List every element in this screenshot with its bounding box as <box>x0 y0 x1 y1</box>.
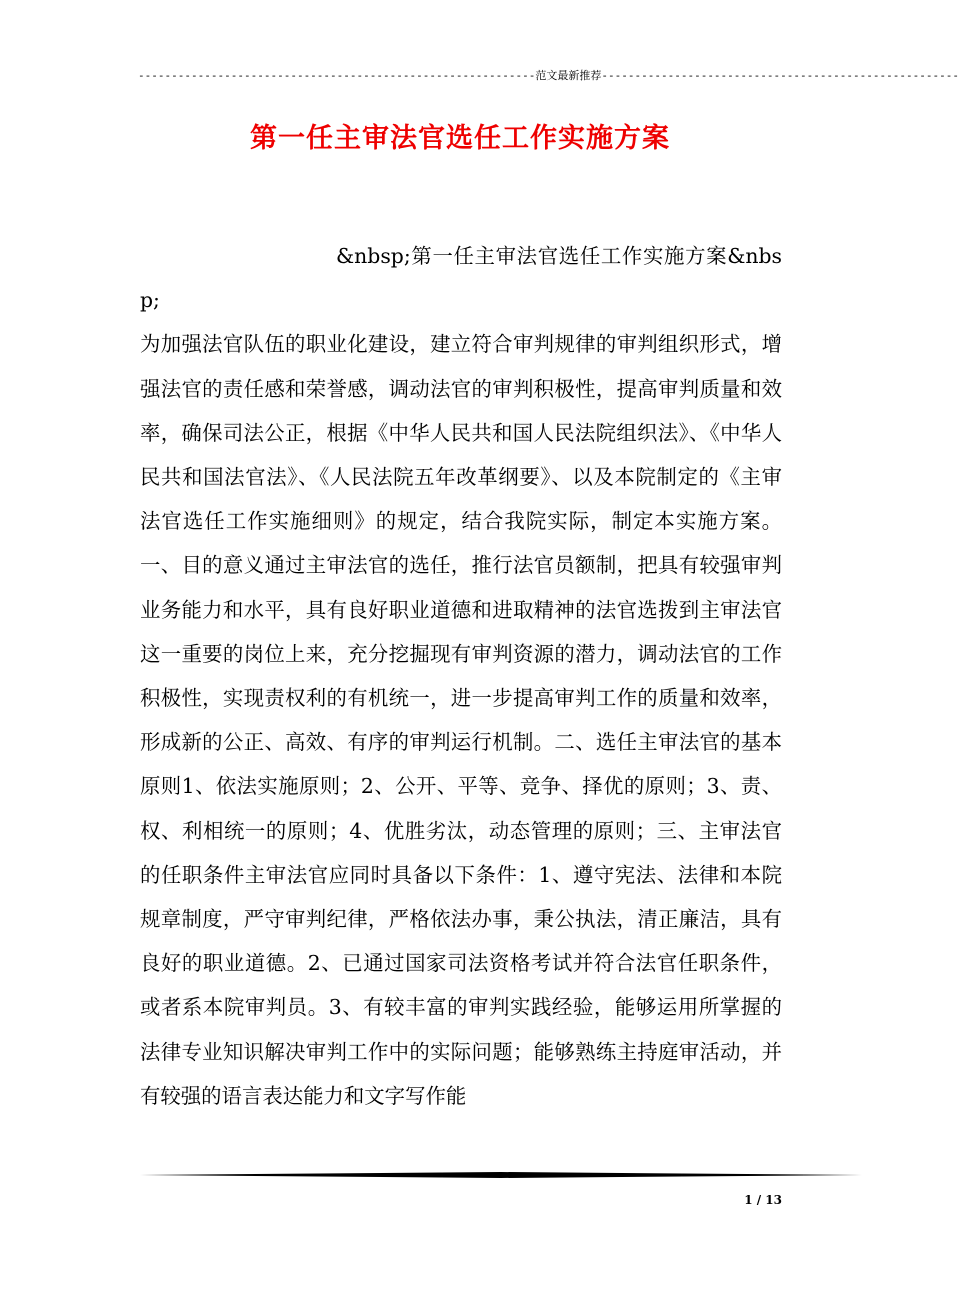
body-paragraph: 为加强法官队伍的职业化建设，建立符合审判规律的审判组织形式，增强法官的责任感和荣誉感，调动法官的审判积极性，提高审判质量和效率，确保司法公正，根据《中华人民共和国人民法院组织法》、《中华人民共和国法官法》、《人民法院五年改革纲要》、以及本院制定的《主审法官选任工作实施细则》的规定，结合我院实际，制定本实施方案。一、目的意义通过主审法官的选任，推行法官员额制，把具有较强审判业务能力和水平，具有良好职业道德和进取精神的法官选拨到主审法官这一重要的岗位上来，充分挖掘现有审判资源的潜力，调动法官的工作积极性，实现责权利的有机统一，进一步提高审判工作的质量和效率，形成新的公正、高效、有序的审判运行机制。二、选任主审法官的基本原则1、依法实施原则；2、公开、平等、竞争、择优的原则；3、责、权、利相统一的原则；4、优胜劣汰，动态管理的原则；三、主审法官的任职条件主审法官应同时具备以下条件：1、遵守宪法、法律和本院规章制度，严守审判纪律，严格依法办事，秉公执法，清正廉洁，具有良好的职业道德。2、已通过国家司法资格考试并符合法官任职条件，或者系本院审判员。3、有较丰富的审判实践经验，能够运用所掌握的法律专业知识解决审判工作中的实际问题；能够熟练主持庭审活动，并有较强的语言表达能力和文字写作能 <box>140 332 782 1108</box>
header-banner: ------------------------------------------------------------范文最新推荐------------------------------------------------------ <box>138 69 959 82</box>
footer-divider <box>140 1172 862 1178</box>
page-number: 1 / 13 <box>744 1193 782 1207</box>
document-body <box>140 234 782 1118</box>
document-title: 第一任主审法官选任工作实施方案 <box>250 123 670 154</box>
intro-line: &nbsp;第一任主审法官选任工作实施方案&nbsp; <box>140 244 782 313</box>
